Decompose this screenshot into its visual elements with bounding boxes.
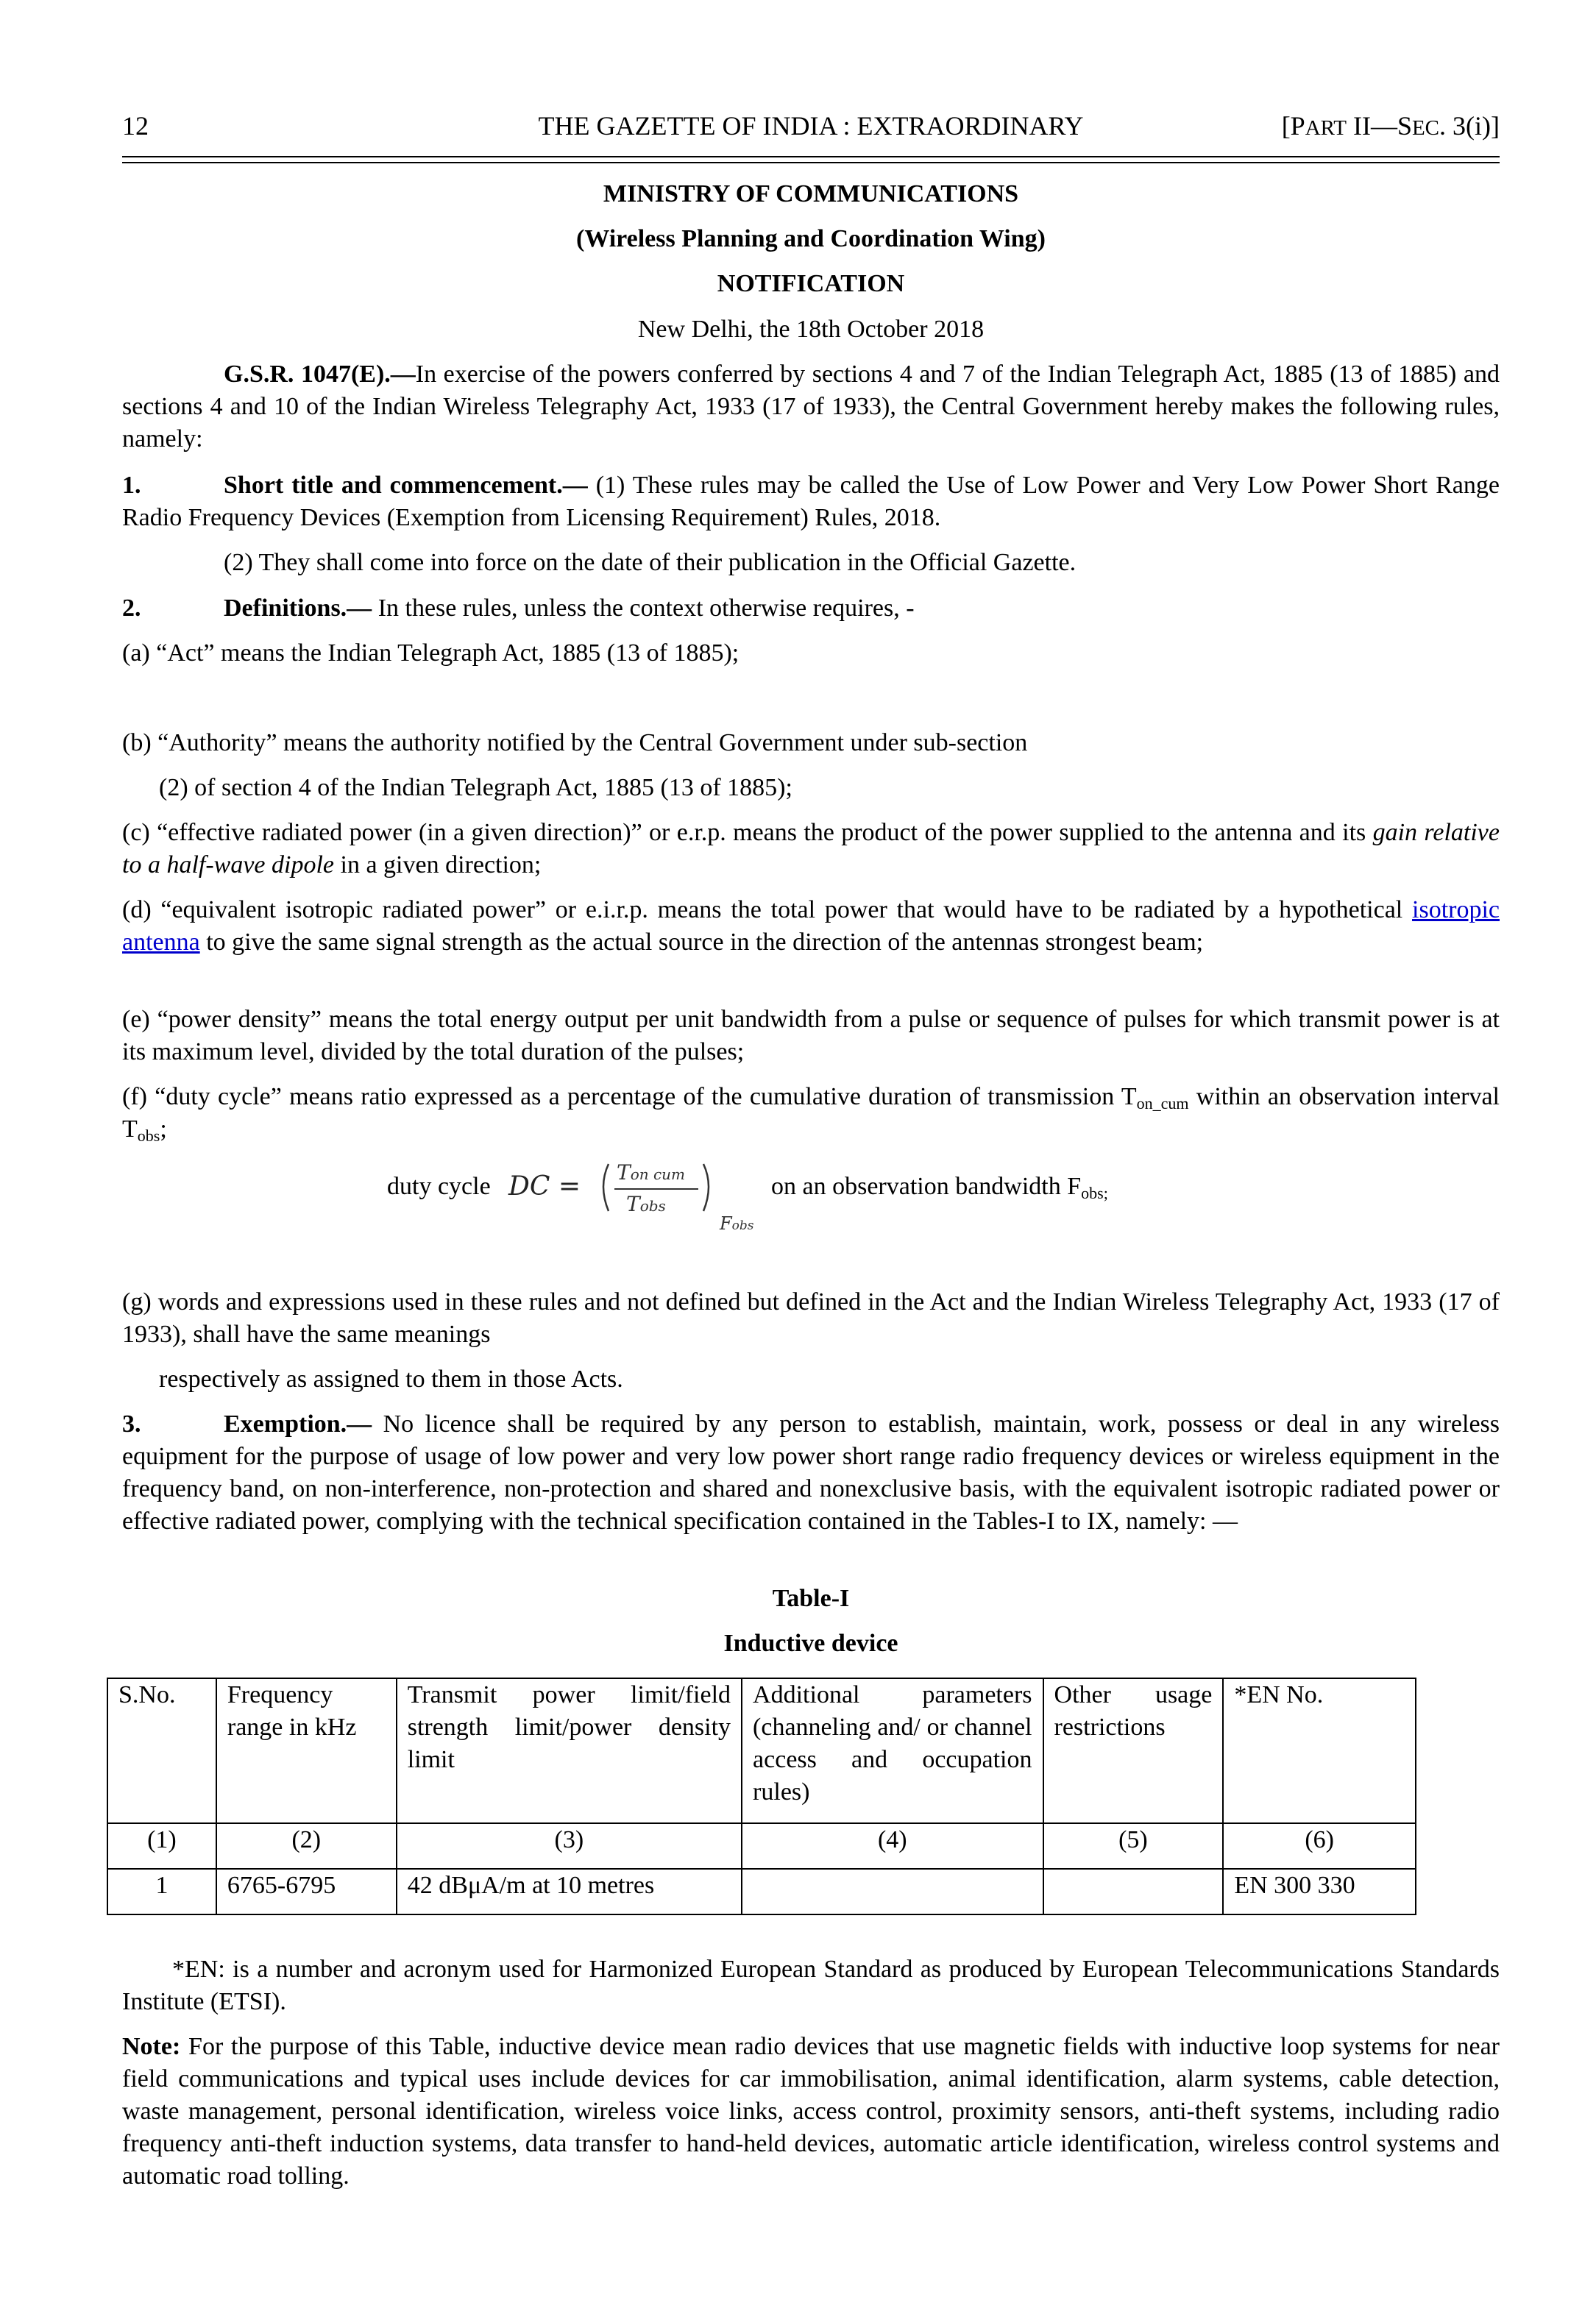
col-number-2: (2): [216, 1823, 397, 1869]
col-number-1: (1): [107, 1823, 216, 1869]
header-other-restrictions: Other usage restrictions: [1043, 1678, 1224, 1823]
rule-2: [122, 592, 1500, 625]
rule-1-title: Short title and commencement.—: [224, 472, 588, 499]
rule-1-sub-2: (2) They shall come into force on the date of their publication in the Official Gazette.: [224, 549, 1077, 576]
tobs-subscript: obs: [137, 1126, 160, 1145]
formula-label: duty cycle: [387, 1173, 491, 1200]
cell-frequency: 6765-6795: [216, 1869, 397, 1914]
note-label: Note:: [122, 2033, 181, 2060]
definition-c: [122, 817, 1500, 881]
formula-outer-obs: obs: [731, 1218, 754, 1233]
rule-2-title: Definitions.—: [224, 594, 372, 622]
preamble-text: In exercise of the powers conferred by sections 4 and 7 of the Indian Telegraph Act, 1885 (13 of 1885) and sections 4 and 10 of the Indian Wireless Telegraphy Act, 1933 (17 of 1933), the Central Government hereby makes the following rules, namely:: [122, 361, 1500, 452]
table-column-number-row: [107, 1823, 1416, 1869]
formula-denominator: [626, 1193, 666, 1218]
part-text-5: . 3(i)]: [1439, 111, 1500, 141]
formula-den-t: T: [626, 1192, 640, 1216]
col-number-3: (3): [397, 1823, 742, 1869]
rule-3-text: No licence shall be required by any person to establish, maintain, work, possess or deal in any wireless equipment for the purpose of usage of low power and very low power short range radio frequency devices or wireless equipment in the frequency band, on non-interference, non-protection and shared and nonexclusive basis, with the equivalent isotropic radiated power or effective radiated power, complying with the technical specification contained in the Tables-I to IX, namely: —: [122, 1410, 1500, 1535]
rule-1-number: 1.: [122, 472, 141, 499]
cell-en-no: EN 300 330: [1223, 1869, 1416, 1914]
place-date: New Delhi, the 18th October 2018: [637, 316, 985, 343]
definition-c-end: in a given direction;: [334, 851, 542, 879]
header-rule-top: [122, 156, 1500, 157]
col-number-6: (6): [1223, 1823, 1416, 1869]
definition-b-line2: (2) of section 4 of the Indian Telegraph Act, 1885 (13 of 1885);: [159, 774, 792, 801]
cell-transmit-power: 42 dBμA/m at 10 metres: [397, 1869, 742, 1914]
footnote: *EN: is a number and acronym used for Harmonized European Standard as produced by European Telecommunications Standards Institute (ETSI).: [122, 1956, 1500, 2015]
formula-num-t: T: [617, 1160, 631, 1185]
wing-heading: (Wireless Planning and Coordination Wing): [576, 225, 1046, 252]
part-text-4: EC: [1411, 116, 1440, 140]
definition-c-italic: gain relative to a half-wave dipole: [122, 819, 1500, 879]
table-note: [122, 2031, 1500, 2193]
formula-num-sub: on cum: [630, 1165, 686, 1183]
rule-2-text: In these rules, unless the context otherwise requires, -: [372, 594, 915, 622]
rule-1: [122, 469, 1500, 534]
definition-g: (g) words and expressions used in these rules and not defined but defined in the Act and the Indian Wireless Telegraphy Act, 1933 (17 of 1933), shall have the same meanings: [122, 1288, 1500, 1348]
preamble: [122, 358, 1500, 455]
notification-heading: NOTIFICATION: [717, 270, 905, 297]
header-sno: S.No.: [107, 1678, 216, 1823]
table-title: Table-I: [772, 1585, 850, 1612]
definition-c-text: (c) “effective radiated power (in a given direction)” or e.r.p. means the product of the power supplied to the antenna and its: [122, 819, 1373, 846]
col-number-5: (5): [1043, 1823, 1224, 1869]
gazette-title: THE GAZETTE OF INDIA : EXTRAORDINARY: [538, 111, 1084, 141]
formula-tail: [771, 1173, 1108, 1201]
formula-outer-subscript: [720, 1213, 754, 1237]
part-text-3: II—S: [1346, 111, 1412, 141]
ministry-heading: MINISTRY OF COMMUNICATIONS: [603, 180, 1019, 207]
definition-g-continued: respectively as assigned to them in those Acts.: [159, 1366, 623, 1393]
definition-d-end: to give the same signal strength as the actual source in the direction of the antennas strongest beam;: [199, 929, 1204, 956]
formula-den-sub: obs: [639, 1197, 666, 1215]
part-text-1: [P: [1281, 111, 1305, 141]
definition-f: [122, 1081, 1500, 1146]
definition-f-text: (f) “duty cycle” means ratio expressed as a percentage of the cumulative duration of transmission T: [122, 1083, 1137, 1110]
header-frequency: Frequency range in kHz: [216, 1678, 397, 1823]
page-number: 12: [122, 111, 149, 141]
cell-additional-params: [742, 1869, 1043, 1914]
table-header-row: [107, 1678, 1416, 1823]
definition-a: (a) “Act” means the Indian Telegraph Act, 1885 (13 of 1885);: [122, 639, 740, 667]
note-text: For the purpose of this Table, inductive device mean radio devices that use magnetic fields with inductive loop systems for near field communications and typical uses include devices for car immobilisation, animal identification, alarm systems, cable detection, waste management, personal identification, wireless voice links, access control, proximity sensors, anti-theft systems, including radio frequency anti-theft induction systems, data transfer to hand-held devices, automatic article identification, wireless control systems and automatic road tolling.: [122, 2033, 1500, 2190]
part-text-2: ART: [1305, 116, 1347, 140]
isotropic-antenna-link[interactable]: isotropic antenna: [122, 896, 1500, 956]
formula-numerator: [617, 1161, 685, 1186]
header-additional-params: Additional parameters (channeling and/ or channel access and occupation rules): [742, 1678, 1043, 1823]
formula-tail-text: on an observation bandwidth F: [771, 1173, 1082, 1200]
formula-tail-sub: obs;: [1081, 1184, 1108, 1202]
header-en-no: *EN No.: [1223, 1678, 1416, 1823]
header-rule-bottom: [122, 162, 1500, 163]
definition-d-text: (d) “equivalent isotropic radiated power” or e.i.r.p. means the total power that would have to be radiated by a hypothetical: [122, 896, 1413, 923]
definition-d: [122, 894, 1500, 959]
cell-sno: 1: [107, 1869, 216, 1914]
definition-f-mid: within an observation interval T: [122, 1083, 1500, 1143]
header-transmit-power: Transmit power limit/field strength limit/power density limit: [397, 1678, 742, 1823]
rule-3-number: 3.: [122, 1410, 141, 1438]
col-number-4: (4): [742, 1823, 1043, 1869]
definition-e: (e) “power density” means the total energy output per unit bandwidth from a pulse or sequence of pulses for which transmit power is at its maximum level, divided by the total duration of the pulses;: [122, 1006, 1500, 1065]
duty-cycle-formula: [387, 1160, 1417, 1240]
definition-b-line1: (b) “Authority” means the authority notified by the Central Government under sub-section: [122, 729, 1028, 756]
page-header: [122, 110, 1500, 147]
formula-lhs: DC =: [508, 1171, 581, 1202]
definition-f-end: ;: [160, 1115, 167, 1143]
ton-cum-subscript: on_cum: [1136, 1094, 1189, 1112]
table-row: [107, 1869, 1416, 1914]
cell-other-restrictions: [1043, 1869, 1224, 1914]
inductive-device-table: [107, 1678, 1416, 1915]
gsr-reference: G.S.R. 1047(E).—: [224, 361, 416, 388]
part-section: [1282, 110, 1500, 141]
formula-outer-f: F: [720, 1213, 732, 1234]
rule-3: [122, 1408, 1500, 1538]
rule-1-text: (1) These rules may be called the Use of Low Power and Very Low Power Short Range Radio Frequency Devices (Exemption from Licensing Requirement) Rules, 2018.: [122, 472, 1500, 531]
rule-3-title: Exemption.—: [224, 1410, 372, 1438]
table-subtitle: Inductive device: [723, 1630, 898, 1657]
rule-2-number: 2.: [122, 594, 141, 622]
